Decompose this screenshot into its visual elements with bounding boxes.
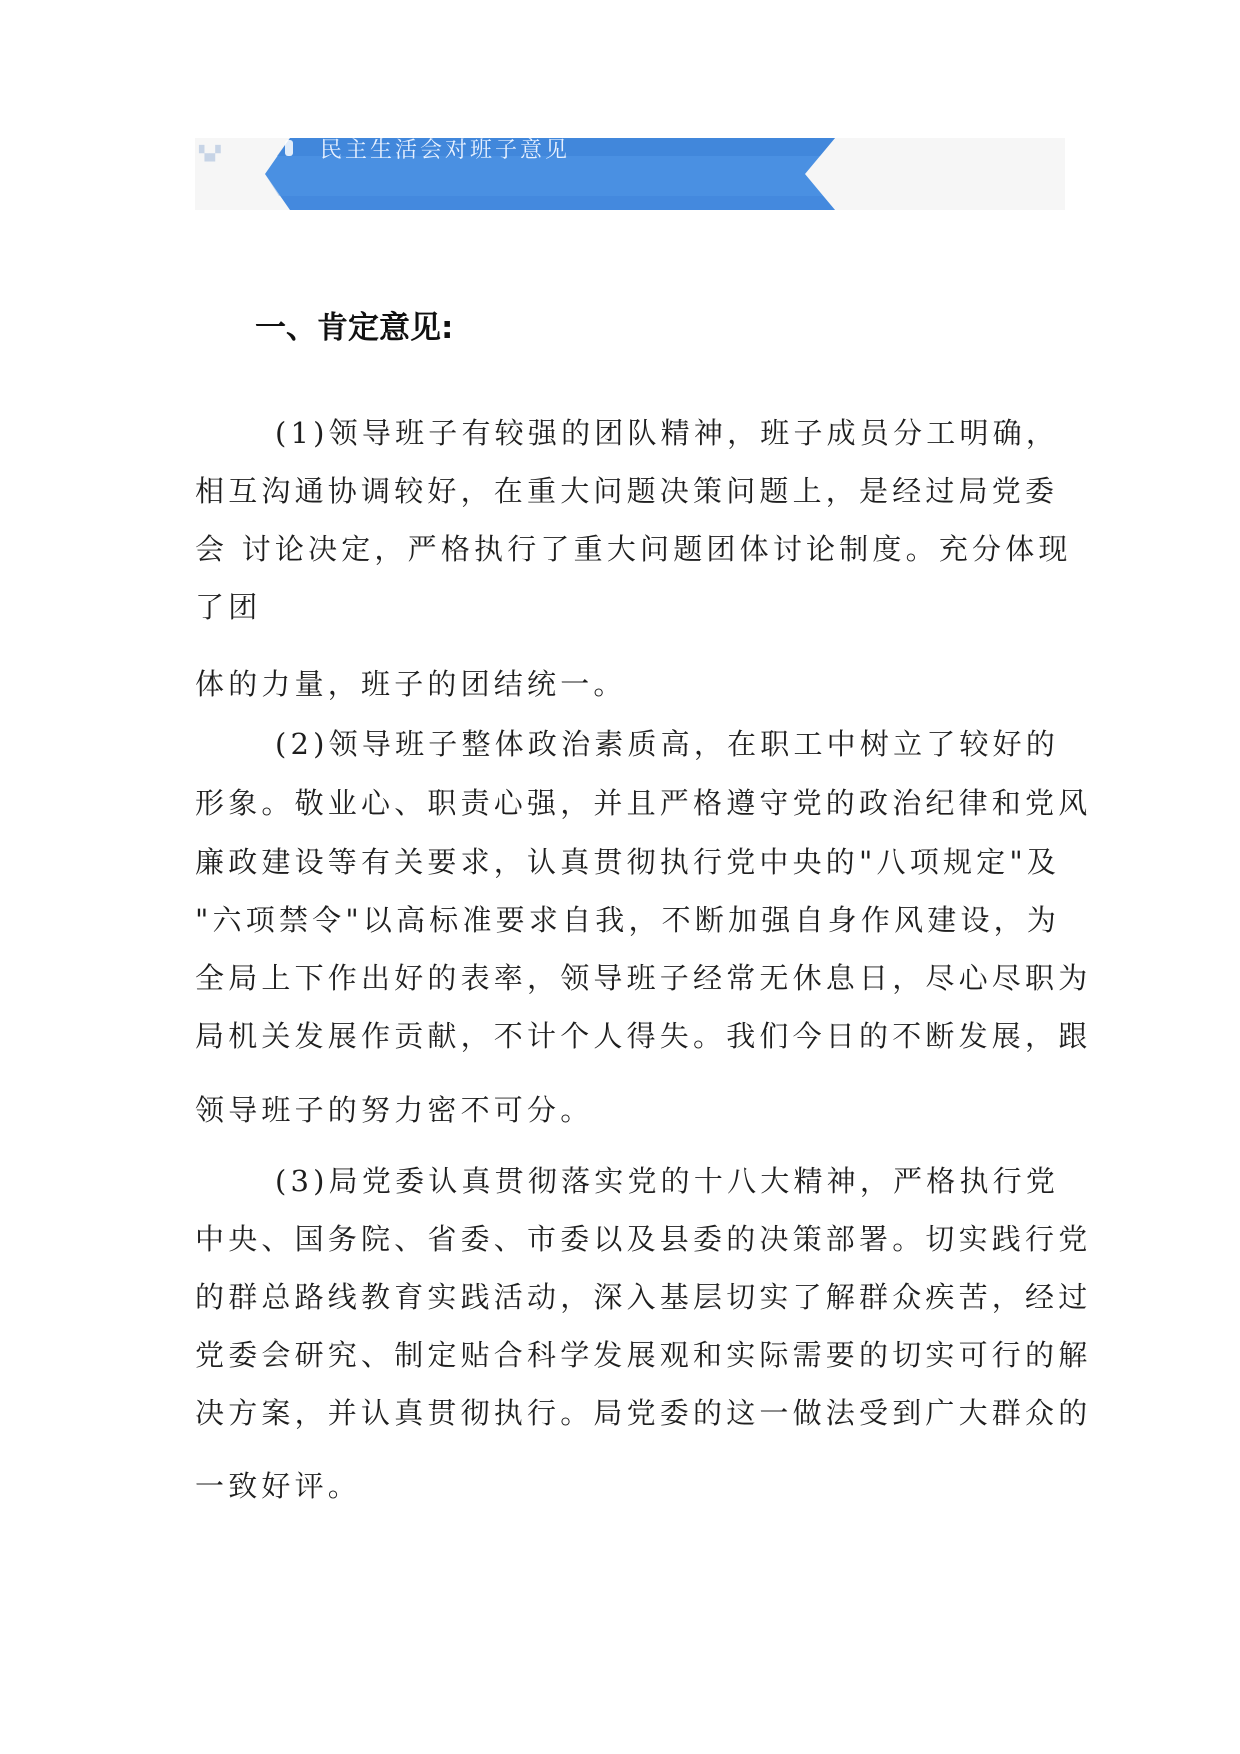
paragraph-line: 一致好评。 xyxy=(195,1469,362,1503)
paragraph-line: 局机关发展作贡献，不计个人得失。我们今日的不断发展，跟 xyxy=(195,1019,1092,1053)
banner-title: 民主生活会对班子意见 xyxy=(320,138,571,163)
paragraph-line: 了团 xyxy=(195,590,262,624)
paragraph-line: (1)领导班子有较强的团队精神，班子成员分工明确， xyxy=(275,416,1060,450)
paragraph-line: 的群总路线教育实践活动，深入基层切实了解群众疾苦，经过 xyxy=(195,1280,1092,1314)
paragraph-line: 领导班子的努力密不可分。 xyxy=(195,1093,594,1127)
paragraph-line: 相互沟通协调较好，在重大问题决策问题上，是经过局党委 xyxy=(195,474,1059,508)
paragraph-line: 会 讨论决定，严格执行了重大问题团体讨论制度。充分体现 xyxy=(195,532,1072,566)
paragraph-line: 形象。敬业心、职责心强，并且严格遵守党的政治纪律和党风 xyxy=(195,786,1092,820)
paragraph-line: 全局上下作出好的表率，领导班子经常无休息日，尽心尽职为 xyxy=(195,961,1092,995)
header-banner xyxy=(195,138,1065,210)
paragraph-line: (2)领导班子整体政治素质高，在职工中树立了较好的 xyxy=(275,727,1060,761)
paragraph-line: 中央、国务院、省委、市委以及县委的决策部署。切实践行党 xyxy=(195,1222,1092,1256)
section-heading: 一、肯定意见: xyxy=(255,310,454,346)
svg-text:▚▞: ▚▞ xyxy=(199,146,221,162)
paragraph-line: "六项禁令"以高标准要求自我，不断加强自身作风建设，为 xyxy=(195,903,1061,937)
paragraph-line: (3)局党委认真贯彻落实党的十八大精神，严格执行党 xyxy=(275,1164,1060,1198)
paragraph-line: 决方案，并认真贯彻执行。局党委的这一做法受到广大群众的 xyxy=(195,1396,1092,1430)
paragraph-line: 党委会研究、制定贴合科学发展观和实际需要的切实可行的解 xyxy=(195,1338,1092,1372)
paragraph-line: 体的力量，班子的团结统一。 xyxy=(195,667,627,701)
paragraph-line: 廉政建设等有关要求，认真贯彻执行党中央的"八项规定"及 xyxy=(195,845,1061,879)
